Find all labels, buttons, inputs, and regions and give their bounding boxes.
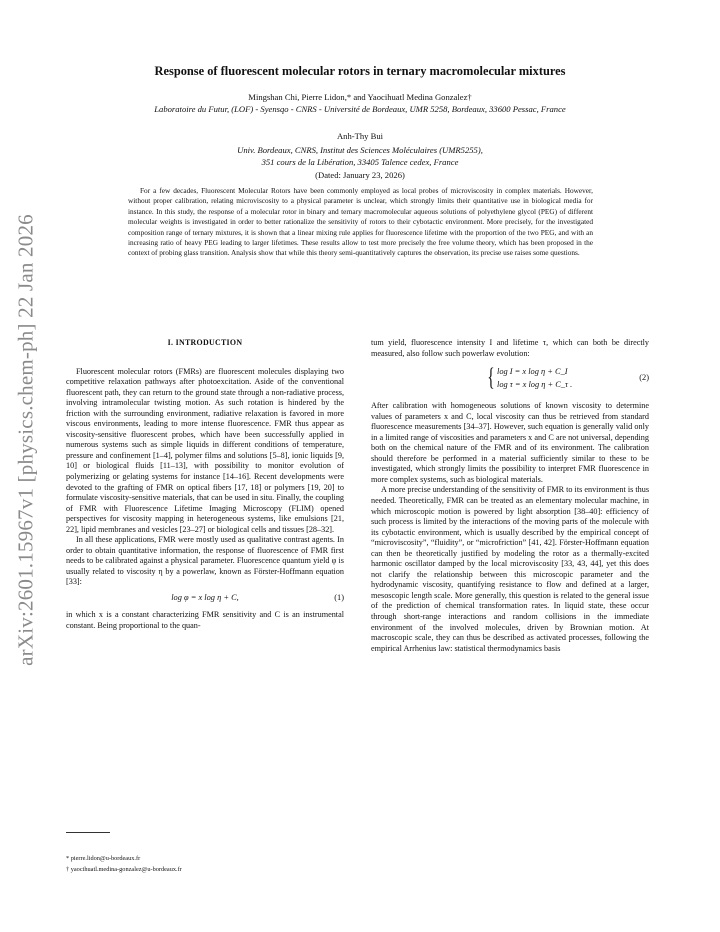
paragraph: in which x is a constant characterizing FMR sensitivity and C is an instrumental constant. Being proportional to the quan- [66, 610, 344, 630]
right-column [371, 338, 649, 654]
equation-2-line-1: log I = x log η + C_I [497, 367, 568, 377]
footnote-2: † yaocihuatl.medina-gonzalez@u-bordeaux.fr [66, 866, 182, 873]
arxiv-stamp [3, 205, 49, 675]
footnote-1: * pierre.lidon@u-bordeaux.fr [66, 855, 141, 862]
affiliation-1: Laboratoire du Futur, (LOF) - Syensqo - CNRS - Université de Bordeaux, UMR 5258, Bordeaux, 33600 Pessac, France [154, 104, 566, 114]
paragraph: After calibration with homogeneous solutions of known viscosity to determine values of parameters x and C, local viscosity can thus be retrieved from standard fluorescence measurements [34–37]. However, such equation is generally valid only in a limited range of viscosities and parameters x and C are not universal, depending both on the chemical nature of the FMR and of its environment. The calibration should therefore be performed in a material sufficiently similar to these to be investigated, which strongly limits the possibility to interpret FMR fluorescence in more complex systems, such as biological materials. [371, 401, 649, 484]
paragraph: tum yield, fluorescence intensity I and lifetime τ, which can both be directly measured, also follow such powerlaw evolution: [371, 338, 649, 358]
footnote-rule [66, 832, 110, 833]
date-line: (Dated: January 23, 2026) [315, 170, 405, 180]
equation-1 [66, 588, 344, 610]
equation-1-number: (1) [334, 593, 344, 603]
left-column [66, 338, 344, 631]
author-2: Anh-Thy Bui [336, 131, 384, 141]
paragraph: In all these applications, FMR were mostly used as qualitative contrast agents. In order to obtain quantitative information, the response of fluorescence of FMR first needs to be calibrated against a physical parameter. Fluorescence quantum yield φ is usually related to viscosity η by a powerlaw, known as Förster-Hoffmann equation [33]: [66, 535, 344, 587]
abstract: For a few decades, Fluorescent Molecular Rotors have been commonly employed as local probes of microviscosity in complex materials. However, without proper calibration, relating microviscosity to a physical parameter is unclear, which strongly limits their quantitative use in biological media for instance. In this study, the response of a molecular rotor in binary and ternary macromolecular aqueous solutions of polyethylene glycol (PEG) of different molecular weights is investigated in order to better rationalize the sensitivity of rotors to their cybotactic environment. More precisely, for the investigated composition range of ternary mixtures, it is shown that a linear mixing rule applies for fluorescence lifetime with the proportion of the two PEG, and with an increasing ratio of heavy PEG leading to larger lifetimes. These results allow to test more precisely the free volume theory, which has been proposed in the context of probing glass transition. Analysis show that while this theory semi-quantitatively captures the observation, its precise use raises some questions. [128, 186, 593, 258]
affiliation-2b: 351 cours de la Libération, 33405 Talence cedex, France [261, 157, 459, 167]
authors-line: Mingshan Chi, Pierre Lidon,* and Yaocihuatl Medina Gonzalez† [248, 92, 472, 102]
arxiv-identifier: arXiv:2601.15967v1 [physics.chem-ph] 22 Jan 2026 [13, 214, 38, 666]
section-heading-introduction: I. INTRODUCTION [167, 338, 243, 347]
paragraph: A more precise understanding of the sensitivity of FMR to its environment is thus needed. Theoretically, FMR can be treated as an elementary molecular machine, in which microscopic motion is powered by light absorption [38–40]: efficiency of such process is limited by the interactions of the moving parts of the molecule with its cybotactic environment, which is usually described by the empirical concept of “microviscosity”, “fluidity”, or “microfriction” [41, 42]. Förster-Hoffmann equation can then be theoretically justified by modeling the rotor as a thermally-excited harmonic oscillator damped by the local microviscosity [33, 43, 44], yet this does not clarify the relationship between this microscopic parameter and the hydrodynamic viscosity, quantifying resistance to flow and defined at a larger, mesoscopic length scale. More generally, this question is related to the general issue of the prediction of chemical transformation rates. In liquid state, these occur through short-range interactions and random collisions in the immediate environment of the involved molecules, driven by Brownian motion. At macroscopic scale, they can thus be described as activated processes, following the empirical Arrhenius law: statistical thermodynamics basis [371, 485, 649, 653]
equation-2-number: (2) [639, 373, 649, 383]
equation-2-brace: { [487, 364, 495, 392]
equation-2 [371, 363, 649, 397]
equation-2-line-2: log τ = x log η + C_τ . [497, 380, 573, 390]
paragraph: Fluorescent molecular rotors (FMRs) are fluorescent molecules displaying two competitive relaxation pathways after photoexcitation. Aside of the conventional fluorescent path, they can return to the ground state through a non-radiative process, involving intramolecular twisting motion. As such rotation is hindered by the friction with the surrounding environment, radiative relaxation is favored in more viscous environments, leading to more intense fluorescence. FMR thus appear as viscosity-sensitive fluorescent probes, which have been successfully applied in numerous systems such as simple liquids in different conditions of temperature, pressure and confinement [1–4], polymer films and solutions [5–8], ionic liquids [9, 10] or biological fluids [11–13], with possibility to monitor evolution of polymerizing or gelating systems for instance [14–16]. Recent developments were devoted to the grafting of FMR on optical fibers [17, 18] or polymers [19, 20] to formulate viscosity-sensitive materials, that can be used in situ. Finally, the coupling of FMR with Fluorescence Lifetime Imaging Microscopy (FLIM) opened perspectives for viscosity mapping in heterogeneous systems, like emulsions [21, 22], lipid membranes and vesicles [23–27] or biological cells and tissues [28–32]. [66, 366, 344, 534]
affiliation-2a: Univ. Bordeaux, CNRS, Institut des Sciences Moléculaires (UMR5255), [237, 145, 483, 155]
paper-title: Response of fluorescent molecular rotors in ternary macromolecular mixtures [154, 64, 566, 78]
equation-1-body: log φ = x log η + C, [171, 593, 239, 603]
